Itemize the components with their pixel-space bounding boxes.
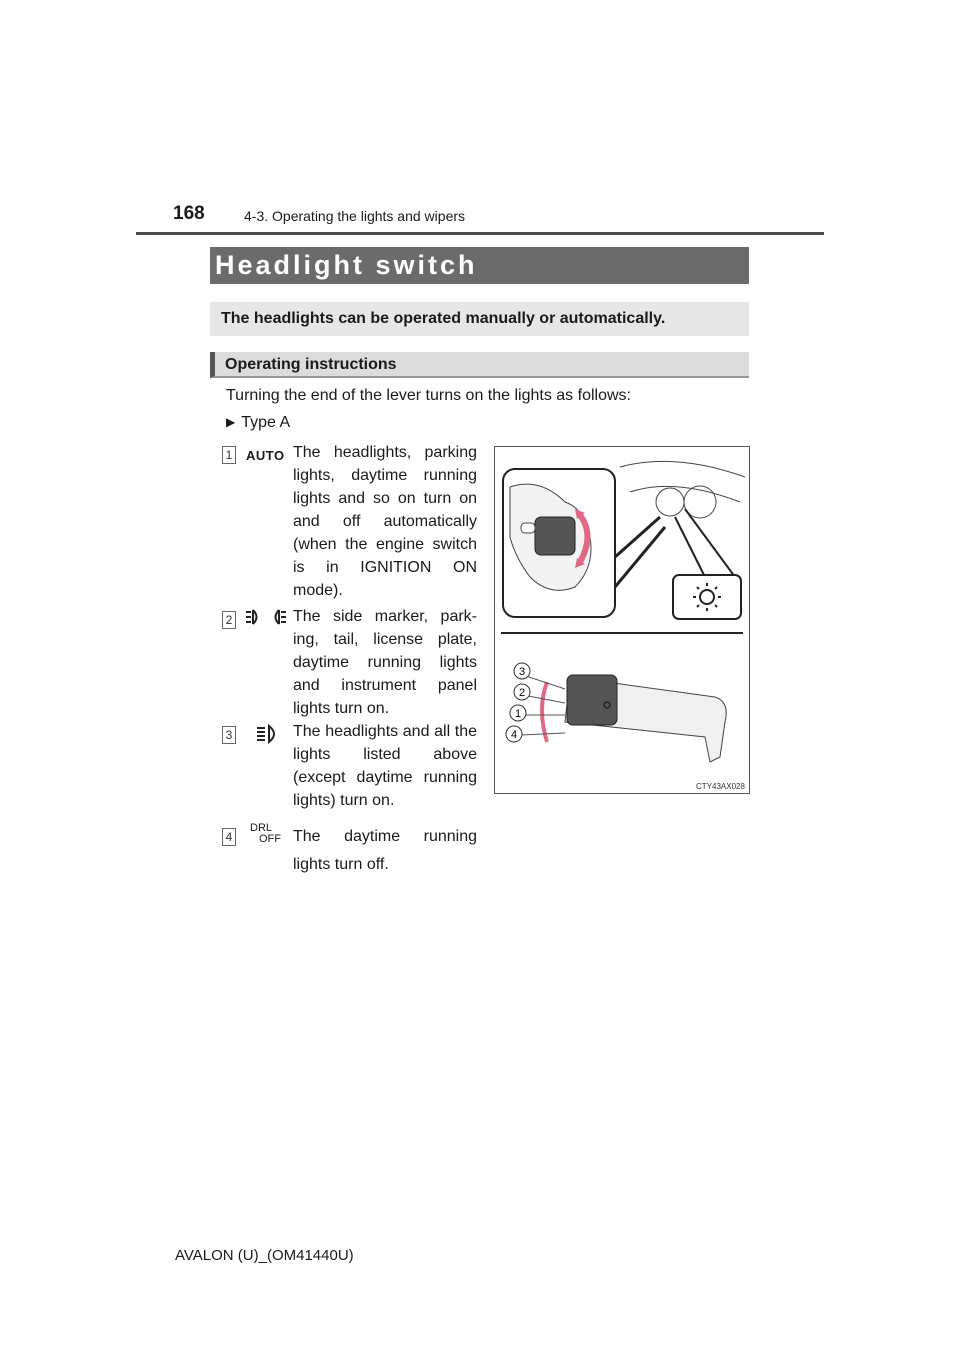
lever-illustration [495,447,749,793]
drl-off-icon [250,823,281,845]
item-number-4: 4 [222,828,236,846]
drl-icon-label: DRL [250,822,273,834]
item-text-1: The headlights, parking lights, daytime running lights and so on turn on and off automatically (when the engine switch is in IGNITION ON mode). [293,444,477,599]
item-text-2: The side marker, park-ing, tail, license plate, daytime running lights and instrument panel lights turn on. [293,608,477,717]
figure-code: CTY43AX028 [696,782,745,791]
header-divider [136,232,824,235]
intro-text: Turning the end of the lever turns on the lights as follows: [226,387,631,404]
section-bar: Operating instructions [210,352,749,378]
page-number: 168 [173,203,205,224]
item-number-2: 2 [222,611,236,629]
footer-model: AVALON (U)_(OM41440U) [175,1247,354,1264]
headlight-icon [255,722,281,746]
subtitle-bar: The headlights can be operated manually or automatically. [210,302,749,336]
side-marker-icon [245,605,287,629]
item-text-4: The daytime running lights turn off. [293,828,477,873]
section-title: 4-3. Operating the lights and wipers [244,208,466,224]
type-label-text: Type A [241,414,291,431]
callout-3: 3 [518,666,526,678]
callout-1: 1 [514,708,522,720]
item-number-1: 1 [222,446,236,464]
off-icon-label: OFF [259,833,281,845]
triangle-bullet-icon: ▶ [226,415,236,429]
type-label [226,414,290,432]
callout-2: 2 [518,687,526,699]
figure-illustration [494,446,750,794]
auto-icon: AUTO [246,448,285,463]
callout-4: 4 [510,729,518,741]
page-title: Headlight switch [210,247,749,284]
item-text-3: The headlights and all the lights listed above (except daytime running lights) turn on. [293,723,477,809]
item-number-3: 3 [222,726,236,744]
